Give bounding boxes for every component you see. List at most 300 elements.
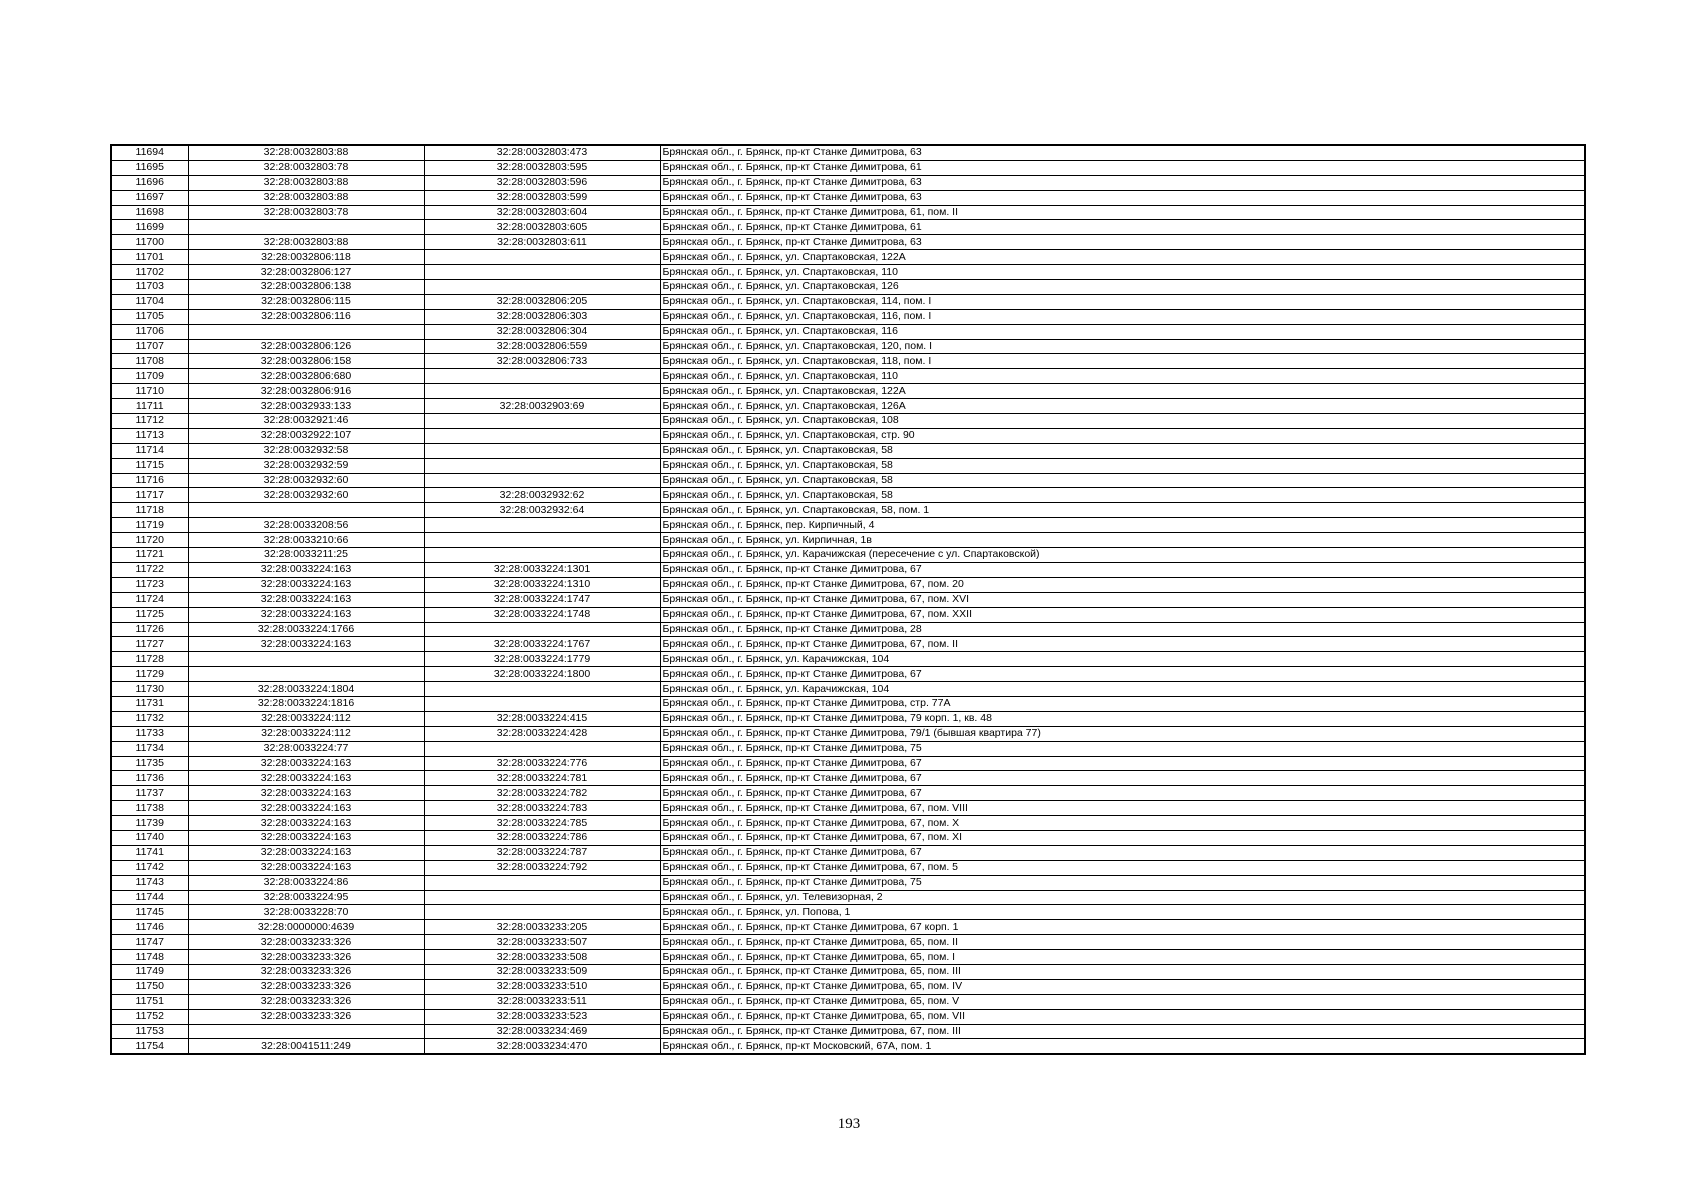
address-cell: Брянская обл., г. Брянск, ул. Спартаковская, 116	[660, 324, 1585, 339]
building-cadastral-number-cell: 32:28:0033233:523	[424, 1009, 660, 1024]
row-number-cell: 11697	[111, 190, 188, 205]
row-number-cell: 11734	[111, 741, 188, 756]
land-cadastral-number-cell: 32:28:0032806:116	[188, 309, 424, 324]
building-cadastral-number-cell: 32:28:0033233:507	[424, 935, 660, 950]
row-number-cell: 11695	[111, 160, 188, 175]
row-number-cell: 11722	[111, 562, 188, 577]
table-row	[111, 1009, 1585, 1024]
land-cadastral-number-cell: 32:28:0000000:4639	[188, 920, 424, 935]
page-number: 193	[837, 1116, 861, 1132]
land-cadastral-number-cell: 32:28:0032803:78	[188, 160, 424, 175]
address-cell: Брянская обл., г. Брянск, ул. Попова, 1	[660, 905, 1585, 920]
table-row	[111, 190, 1585, 205]
building-cadastral-number-cell: 32:28:0032806:559	[424, 339, 660, 354]
table-row	[111, 711, 1585, 726]
address-cell: Брянская обл., г. Брянск, ул. Спартаковская, 58, пом. 1	[660, 503, 1585, 518]
row-number-cell: 11741	[111, 845, 188, 860]
table-row	[111, 920, 1585, 935]
row-number-cell: 11744	[111, 890, 188, 905]
land-cadastral-number-cell: 32:28:0033224:163	[188, 830, 424, 845]
table-row	[111, 1024, 1585, 1039]
table-row	[111, 220, 1585, 235]
building-cadastral-number-cell	[424, 443, 660, 458]
table-row	[111, 682, 1585, 697]
table-row	[111, 428, 1585, 443]
address-cell: Брянская обл., г. Брянск, пр-кт Станке Димитрова, 67	[660, 667, 1585, 682]
row-number-cell: 11745	[111, 905, 188, 920]
row-number-cell: 11715	[111, 458, 188, 473]
address-cell: Брянская обл., г. Брянск, ул. Спартаковская, стр. 90	[660, 428, 1585, 443]
address-cell: Брянская обл., г. Брянск, пр-кт Станке Димитрова, 67	[660, 786, 1585, 801]
row-number-cell: 11740	[111, 830, 188, 845]
table-row	[111, 830, 1585, 845]
building-cadastral-number-cell: 32:28:0032806:205	[424, 294, 660, 309]
row-number-cell: 11696	[111, 175, 188, 190]
land-cadastral-number-cell	[188, 220, 424, 235]
table-row	[111, 741, 1585, 756]
row-number-cell: 11746	[111, 920, 188, 935]
table-row	[111, 905, 1585, 920]
building-cadastral-number-cell	[424, 875, 660, 890]
address-cell: Брянская обл., г. Брянск, ул. Спартаковская, 116, пом. I	[660, 309, 1585, 324]
land-cadastral-number-cell: 32:28:0041511:249	[188, 1039, 424, 1054]
table-row	[111, 845, 1585, 860]
row-number-cell: 11752	[111, 1009, 188, 1024]
land-cadastral-number-cell: 32:28:0032806:115	[188, 294, 424, 309]
table-row	[111, 414, 1585, 429]
land-cadastral-number-cell: 32:28:0032932:58	[188, 443, 424, 458]
building-cadastral-number-cell	[424, 741, 660, 756]
land-cadastral-number-cell: 32:28:0033224:77	[188, 741, 424, 756]
building-cadastral-number-cell: 32:28:0033224:792	[424, 860, 660, 875]
row-number-cell: 11703	[111, 280, 188, 295]
building-cadastral-number-cell: 32:28:0032806:304	[424, 324, 660, 339]
table-body	[111, 145, 1585, 1054]
address-cell: Брянская обл., г. Брянск, ул. Карачижская, 104	[660, 682, 1585, 697]
address-cell: Брянская обл., г. Брянск, пр-кт Станке Димитрова, 67	[660, 771, 1585, 786]
address-cell: Брянская обл., г. Брянск, пр-кт Станке Димитрова, 67	[660, 845, 1585, 860]
building-cadastral-number-cell	[424, 533, 660, 548]
land-cadastral-number-cell: 32:28:0032922:107	[188, 428, 424, 443]
table-row	[111, 160, 1585, 175]
address-cell: Брянская обл., г. Брянск, ул. Спартаковская, 120, пом. I	[660, 339, 1585, 354]
address-cell: Брянская обл., г. Брянск, пр-кт Станке Димитрова, 63	[660, 175, 1585, 190]
table-row	[111, 473, 1585, 488]
building-cadastral-number-cell: 32:28:0033234:470	[424, 1039, 660, 1054]
table-row	[111, 280, 1585, 295]
table-row	[111, 145, 1585, 160]
row-number-cell: 11700	[111, 235, 188, 250]
land-cadastral-number-cell: 32:28:0033228:70	[188, 905, 424, 920]
row-number-cell: 11728	[111, 652, 188, 667]
table-row	[111, 1039, 1585, 1054]
building-cadastral-number-cell	[424, 458, 660, 473]
building-cadastral-number-cell: 32:28:0033224:1779	[424, 652, 660, 667]
land-cadastral-number-cell: 32:28:0033224:86	[188, 875, 424, 890]
row-number-cell: 11742	[111, 860, 188, 875]
building-cadastral-number-cell: 32:28:0032803:611	[424, 235, 660, 250]
building-cadastral-number-cell	[424, 265, 660, 280]
row-number-cell: 11724	[111, 592, 188, 607]
address-cell: Брянская обл., г. Брянск, ул. Спартаковская, 58	[660, 458, 1585, 473]
row-number-cell: 11725	[111, 607, 188, 622]
land-cadastral-number-cell	[188, 324, 424, 339]
address-cell: Брянская обл., г. Брянск, ул. Спартаковская, 114, пом. I	[660, 294, 1585, 309]
building-cadastral-number-cell: 32:28:0033224:1301	[424, 562, 660, 577]
land-cadastral-number-cell: 32:28:0033224:1766	[188, 622, 424, 637]
row-number-cell: 11748	[111, 950, 188, 965]
address-cell: Брянская обл., г. Брянск, пр-кт Станке Димитрова, 61	[660, 220, 1585, 235]
building-cadastral-number-cell: 32:28:0033233:205	[424, 920, 660, 935]
table-row	[111, 175, 1585, 190]
building-cadastral-number-cell	[424, 682, 660, 697]
land-cadastral-number-cell: 32:28:0033224:163	[188, 786, 424, 801]
address-cell: Брянская обл., г. Брянск, пр-кт Станке Димитрова, 65, пом. V	[660, 994, 1585, 1009]
table-row	[111, 786, 1585, 801]
land-cadastral-number-cell: 32:28:0033233:326	[188, 935, 424, 950]
land-cadastral-number-cell: 32:28:0032806:118	[188, 250, 424, 265]
table-row	[111, 294, 1585, 309]
table-row	[111, 458, 1585, 473]
building-cadastral-number-cell: 32:28:0032803:595	[424, 160, 660, 175]
building-cadastral-number-cell	[424, 369, 660, 384]
row-number-cell: 11751	[111, 994, 188, 1009]
address-cell: Брянская обл., г. Брянск, пр-кт Станке Димитрова, 67, пом. II	[660, 637, 1585, 652]
address-cell: Брянская обл., г. Брянск, ул. Спартаковская, 110	[660, 265, 1585, 280]
land-cadastral-number-cell: 32:28:0033233:326	[188, 979, 424, 994]
address-cell: Брянская обл., г. Брянск, ул. Спартаковская, 108	[660, 414, 1585, 429]
row-number-cell: 11707	[111, 339, 188, 354]
address-cell: Брянская обл., г. Брянск, пр-кт Станке Димитрова, 75	[660, 741, 1585, 756]
building-cadastral-number-cell	[424, 384, 660, 399]
address-cell: Брянская обл., г. Брянск, пр-кт Станке Димитрова, 63	[660, 145, 1585, 160]
row-number-cell: 11737	[111, 786, 188, 801]
land-cadastral-number-cell: 32:28:0033224:163	[188, 637, 424, 652]
table-row	[111, 339, 1585, 354]
table-row	[111, 816, 1585, 831]
table-row	[111, 964, 1585, 979]
row-number-cell: 11730	[111, 682, 188, 697]
address-cell: Брянская обл., г. Брянск, ул. Спартаковская, 122А	[660, 250, 1585, 265]
land-cadastral-number-cell: 32:28:0033233:326	[188, 964, 424, 979]
building-cadastral-number-cell: 32:28:0033224:785	[424, 816, 660, 831]
table-row	[111, 577, 1585, 592]
table-row	[111, 548, 1585, 563]
land-cadastral-number-cell	[188, 652, 424, 667]
land-cadastral-number-cell: 32:28:0033224:163	[188, 592, 424, 607]
building-cadastral-number-cell: 32:28:0033224:787	[424, 845, 660, 860]
address-cell: Брянская обл., г. Брянск, пр-кт Станке Димитрова, 63	[660, 235, 1585, 250]
table-row	[111, 518, 1585, 533]
building-cadastral-number-cell: 32:28:0032806:733	[424, 354, 660, 369]
address-cell: Брянская обл., г. Брянск, ул. Спартаковская, 118, пом. I	[660, 354, 1585, 369]
address-cell: Брянская обл., г. Брянск, пр-кт Станке Димитрова, 75	[660, 875, 1585, 890]
land-cadastral-number-cell: 32:28:0032806:680	[188, 369, 424, 384]
building-cadastral-number-cell: 32:28:0032806:303	[424, 309, 660, 324]
land-cadastral-number-cell: 32:28:0033210:66	[188, 533, 424, 548]
row-number-cell: 11733	[111, 726, 188, 741]
address-cell: Брянская обл., г. Брянск, пр-кт Московский, 67А, пом. 1	[660, 1039, 1585, 1054]
address-cell: Брянская обл., г. Брянск, пр-кт Станке Димитрова, 61, пом. II	[660, 205, 1585, 220]
address-cell: Брянская обл., г. Брянск, пр-кт Станке Димитрова, 67, пом. 20	[660, 577, 1585, 592]
land-cadastral-number-cell: 32:28:0032803:78	[188, 205, 424, 220]
table-row	[111, 801, 1585, 816]
land-cadastral-number-cell: 32:28:0032932:60	[188, 473, 424, 488]
table-row	[111, 384, 1585, 399]
table-row	[111, 235, 1585, 250]
address-cell: Брянская обл., г. Брянск, пр-кт Станке Димитрова, 65, пом. I	[660, 950, 1585, 965]
row-number-cell: 11721	[111, 548, 188, 563]
table-row	[111, 562, 1585, 577]
address-cell: Брянская обл., г. Брянск, ул. Карачижская, 104	[660, 652, 1585, 667]
land-cadastral-number-cell: 32:28:0033233:326	[188, 1009, 424, 1024]
row-number-cell: 11729	[111, 667, 188, 682]
address-cell: Брянская обл., г. Брянск, пр-кт Станке Димитрова, 28	[660, 622, 1585, 637]
address-cell: Брянская обл., г. Брянск, пр-кт Станке Димитрова, 67 корп. 1	[660, 920, 1585, 935]
address-cell: Брянская обл., г. Брянск, пр-кт Станке Димитрова, 67	[660, 562, 1585, 577]
building-cadastral-number-cell: 32:28:0032803:599	[424, 190, 660, 205]
land-cadastral-number-cell: 32:28:0033224:112	[188, 711, 424, 726]
land-cadastral-number-cell	[188, 667, 424, 682]
table-row	[111, 488, 1585, 503]
land-cadastral-number-cell: 32:28:0033224:163	[188, 801, 424, 816]
building-cadastral-number-cell: 32:28:0033224:1310	[424, 577, 660, 592]
row-number-cell: 11706	[111, 324, 188, 339]
table-row	[111, 622, 1585, 637]
address-cell: Брянская обл., г. Брянск, пер. Кирпичный, 4	[660, 518, 1585, 533]
table-row	[111, 607, 1585, 622]
table-row	[111, 875, 1585, 890]
address-cell: Брянская обл., г. Брянск, ул. Спартаковская, 58	[660, 443, 1585, 458]
row-number-cell: 11709	[111, 369, 188, 384]
building-cadastral-number-cell: 32:28:0033224:1800	[424, 667, 660, 682]
address-cell: Брянская обл., г. Брянск, пр-кт Станке Димитрова, 67, пом. VIII	[660, 801, 1585, 816]
row-number-cell: 11712	[111, 414, 188, 429]
table-row	[111, 354, 1585, 369]
address-cell: Брянская обл., г. Брянск, ул. Карачижская (пересечение с ул. Спартаковской)	[660, 548, 1585, 563]
table-row	[111, 324, 1585, 339]
building-cadastral-number-cell: 32:28:0032803:605	[424, 220, 660, 235]
row-number-cell: 11708	[111, 354, 188, 369]
table-row	[111, 771, 1585, 786]
table-row	[111, 592, 1585, 607]
table-row	[111, 443, 1585, 458]
building-cadastral-number-cell: 32:28:0032803:473	[424, 145, 660, 160]
land-cadastral-number-cell: 32:28:0032803:88	[188, 190, 424, 205]
land-cadastral-number-cell: 32:28:0032803:88	[188, 145, 424, 160]
land-cadastral-number-cell: 32:28:0033233:326	[188, 994, 424, 1009]
building-cadastral-number-cell: 32:28:0033224:786	[424, 830, 660, 845]
row-number-cell: 11727	[111, 637, 188, 652]
building-cadastral-number-cell	[424, 414, 660, 429]
building-cadastral-number-cell	[424, 518, 660, 533]
row-number-cell: 11710	[111, 384, 188, 399]
building-cadastral-number-cell: 32:28:0032803:604	[424, 205, 660, 220]
building-cadastral-number-cell	[424, 428, 660, 443]
table-row	[111, 756, 1585, 771]
row-number-cell: 11723	[111, 577, 188, 592]
table-row	[111, 726, 1585, 741]
building-cadastral-number-cell: 32:28:0033233:511	[424, 994, 660, 1009]
address-cell: Брянская обл., г. Брянск, ул. Спартаковская, 126	[660, 280, 1585, 295]
address-cell: Брянская обл., г. Брянск, ул. Кирпичная, 1в	[660, 533, 1585, 548]
land-cadastral-number-cell: 32:28:0032806:127	[188, 265, 424, 280]
row-number-cell: 11726	[111, 622, 188, 637]
row-number-cell: 11716	[111, 473, 188, 488]
row-number-cell: 11743	[111, 875, 188, 890]
building-cadastral-number-cell: 32:28:0032932:64	[424, 503, 660, 518]
address-cell: Брянская обл., г. Брянск, пр-кт Станке Димитрова, 67, пом. XXII	[660, 607, 1585, 622]
land-cadastral-number-cell: 32:28:0033224:95	[188, 890, 424, 905]
address-cell: Брянская обл., г. Брянск, пр-кт Станке Димитрова, 61	[660, 160, 1585, 175]
row-number-cell: 11720	[111, 533, 188, 548]
building-cadastral-number-cell: 32:28:0033224:415	[424, 711, 660, 726]
land-cadastral-number-cell: 32:28:0033224:163	[188, 860, 424, 875]
row-number-cell: 11694	[111, 145, 188, 160]
table-row	[111, 696, 1585, 711]
address-cell: Брянская обл., г. Брянск, пр-кт Станке Димитрова, 65, пом. VII	[660, 1009, 1585, 1024]
land-cadastral-number-cell: 32:28:0033224:163	[188, 816, 424, 831]
building-cadastral-number-cell	[424, 890, 660, 905]
cadastral-table	[110, 144, 1586, 1055]
row-number-cell: 11702	[111, 265, 188, 280]
building-cadastral-number-cell: 32:28:0032803:596	[424, 175, 660, 190]
land-cadastral-number-cell: 32:28:0032806:916	[188, 384, 424, 399]
address-cell: Брянская обл., г. Брянск, пр-кт Станке Димитрова, 79/1 (бывшая квартира 77)	[660, 726, 1585, 741]
row-number-cell: 11747	[111, 935, 188, 950]
address-cell: Брянская обл., г. Брянск, ул. Спартаковская, 122А	[660, 384, 1585, 399]
land-cadastral-number-cell: 32:28:0032932:59	[188, 458, 424, 473]
row-number-cell: 11738	[111, 801, 188, 816]
row-number-cell: 11753	[111, 1024, 188, 1039]
building-cadastral-number-cell: 32:28:0033224:776	[424, 756, 660, 771]
land-cadastral-number-cell: 32:28:0033233:326	[188, 950, 424, 965]
table-row	[111, 503, 1585, 518]
table-row	[111, 533, 1585, 548]
table-row	[111, 652, 1585, 667]
building-cadastral-number-cell: 32:28:0033224:783	[424, 801, 660, 816]
row-number-cell: 11736	[111, 771, 188, 786]
table-row	[111, 399, 1585, 414]
row-number-cell: 11704	[111, 294, 188, 309]
building-cadastral-number-cell: 32:28:0032932:62	[424, 488, 660, 503]
land-cadastral-number-cell: 32:28:0032806:126	[188, 339, 424, 354]
address-cell: Брянская обл., г. Брянск, пр-кт Станке Димитрова, 65, пом. III	[660, 964, 1585, 979]
table-row	[111, 935, 1585, 950]
building-cadastral-number-cell: 32:28:0033224:1748	[424, 607, 660, 622]
address-cell: Брянская обл., г. Брянск, пр-кт Станке Димитрова, стр. 77А	[660, 696, 1585, 711]
table-row	[111, 265, 1585, 280]
address-cell: Брянская обл., г. Брянск, пр-кт Станке Димитрова, 67	[660, 756, 1585, 771]
land-cadastral-number-cell: 32:28:0033224:163	[188, 756, 424, 771]
table-row	[111, 205, 1585, 220]
row-number-cell: 11714	[111, 443, 188, 458]
address-cell: Брянская обл., г. Брянск, пр-кт Станке Димитрова, 67, пом. XI	[660, 830, 1585, 845]
building-cadastral-number-cell: 32:28:0033224:781	[424, 771, 660, 786]
building-cadastral-number-cell: 32:28:0033234:469	[424, 1024, 660, 1039]
land-cadastral-number-cell: 32:28:0033224:1804	[188, 682, 424, 697]
address-cell: Брянская обл., г. Брянск, пр-кт Станке Димитрова, 65, пом. II	[660, 935, 1585, 950]
building-cadastral-number-cell: 32:28:0033224:782	[424, 786, 660, 801]
land-cadastral-number-cell: 32:28:0032806:138	[188, 280, 424, 295]
building-cadastral-number-cell	[424, 250, 660, 265]
building-cadastral-number-cell: 32:28:0033224:1767	[424, 637, 660, 652]
land-cadastral-number-cell: 32:28:0033224:163	[188, 845, 424, 860]
building-cadastral-number-cell: 32:28:0033224:428	[424, 726, 660, 741]
land-cadastral-number-cell: 32:28:0032803:88	[188, 175, 424, 190]
row-number-cell: 11754	[111, 1039, 188, 1054]
address-cell: Брянская обл., г. Брянск, пр-кт Станке Димитрова, 67, пом. X	[660, 816, 1585, 831]
row-number-cell: 11731	[111, 696, 188, 711]
land-cadastral-number-cell: 32:28:0032921:46	[188, 414, 424, 429]
building-cadastral-number-cell: 32:28:0032903:69	[424, 399, 660, 414]
table-row	[111, 994, 1585, 1009]
table-row	[111, 250, 1585, 265]
land-cadastral-number-cell	[188, 503, 424, 518]
table-row	[111, 369, 1585, 384]
row-number-cell: 11698	[111, 205, 188, 220]
row-number-cell: 11732	[111, 711, 188, 726]
table-row	[111, 979, 1585, 994]
land-cadastral-number-cell	[188, 1024, 424, 1039]
land-cadastral-number-cell: 32:28:0033208:56	[188, 518, 424, 533]
row-number-cell: 11749	[111, 964, 188, 979]
table-row	[111, 309, 1585, 324]
land-cadastral-number-cell: 32:28:0033224:163	[188, 771, 424, 786]
address-cell: Брянская обл., г. Брянск, пр-кт Станке Димитрова, 67, пом. III	[660, 1024, 1585, 1039]
row-number-cell: 11713	[111, 428, 188, 443]
land-cadastral-number-cell: 32:28:0033224:163	[188, 577, 424, 592]
address-cell: Брянская обл., г. Брянск, ул. Спартаковская, 58	[660, 488, 1585, 503]
address-cell: Брянская обл., г. Брянск, пр-кт Станке Димитрова, 79 корп. 1, кв. 48	[660, 711, 1585, 726]
land-cadastral-number-cell: 32:28:0033224:163	[188, 607, 424, 622]
row-number-cell: 11739	[111, 816, 188, 831]
building-cadastral-number-cell: 32:28:0033224:1747	[424, 592, 660, 607]
row-number-cell: 11750	[111, 979, 188, 994]
building-cadastral-number-cell: 32:28:0033233:510	[424, 979, 660, 994]
table-row	[111, 890, 1585, 905]
row-number-cell: 11717	[111, 488, 188, 503]
building-cadastral-number-cell	[424, 280, 660, 295]
building-cadastral-number-cell	[424, 622, 660, 637]
table-row	[111, 860, 1585, 875]
row-number-cell: 11701	[111, 250, 188, 265]
land-cadastral-number-cell: 32:28:0033211:25	[188, 548, 424, 563]
row-number-cell: 11711	[111, 399, 188, 414]
table-row	[111, 667, 1585, 682]
land-cadastral-number-cell: 32:28:0033224:163	[188, 562, 424, 577]
building-cadastral-number-cell	[424, 473, 660, 488]
address-cell: Брянская обл., г. Брянск, ул. Спартаковская, 126А	[660, 399, 1585, 414]
building-cadastral-number-cell	[424, 905, 660, 920]
building-cadastral-number-cell	[424, 696, 660, 711]
row-number-cell: 11735	[111, 756, 188, 771]
row-number-cell: 11705	[111, 309, 188, 324]
row-number-cell: 11699	[111, 220, 188, 235]
address-cell: Брянская обл., г. Брянск, ул. Спартаковская, 110	[660, 369, 1585, 384]
address-cell: Брянская обл., г. Брянск, ул. Телевизорная, 2	[660, 890, 1585, 905]
building-cadastral-number-cell: 32:28:0033233:508	[424, 950, 660, 965]
land-cadastral-number-cell: 32:28:0032932:60	[188, 488, 424, 503]
row-number-cell: 11718	[111, 503, 188, 518]
row-number-cell: 11719	[111, 518, 188, 533]
address-cell: Брянская обл., г. Брянск, пр-кт Станке Димитрова, 67, пом. 5	[660, 860, 1585, 875]
land-cadastral-number-cell: 32:28:0032806:158	[188, 354, 424, 369]
building-cadastral-number-cell: 32:28:0033233:509	[424, 964, 660, 979]
land-cadastral-number-cell: 32:28:0033224:112	[188, 726, 424, 741]
address-cell: Брянская обл., г. Брянск, пр-кт Станке Димитрова, 65, пом. IV	[660, 979, 1585, 994]
land-cadastral-number-cell: 32:28:0033224:1816	[188, 696, 424, 711]
